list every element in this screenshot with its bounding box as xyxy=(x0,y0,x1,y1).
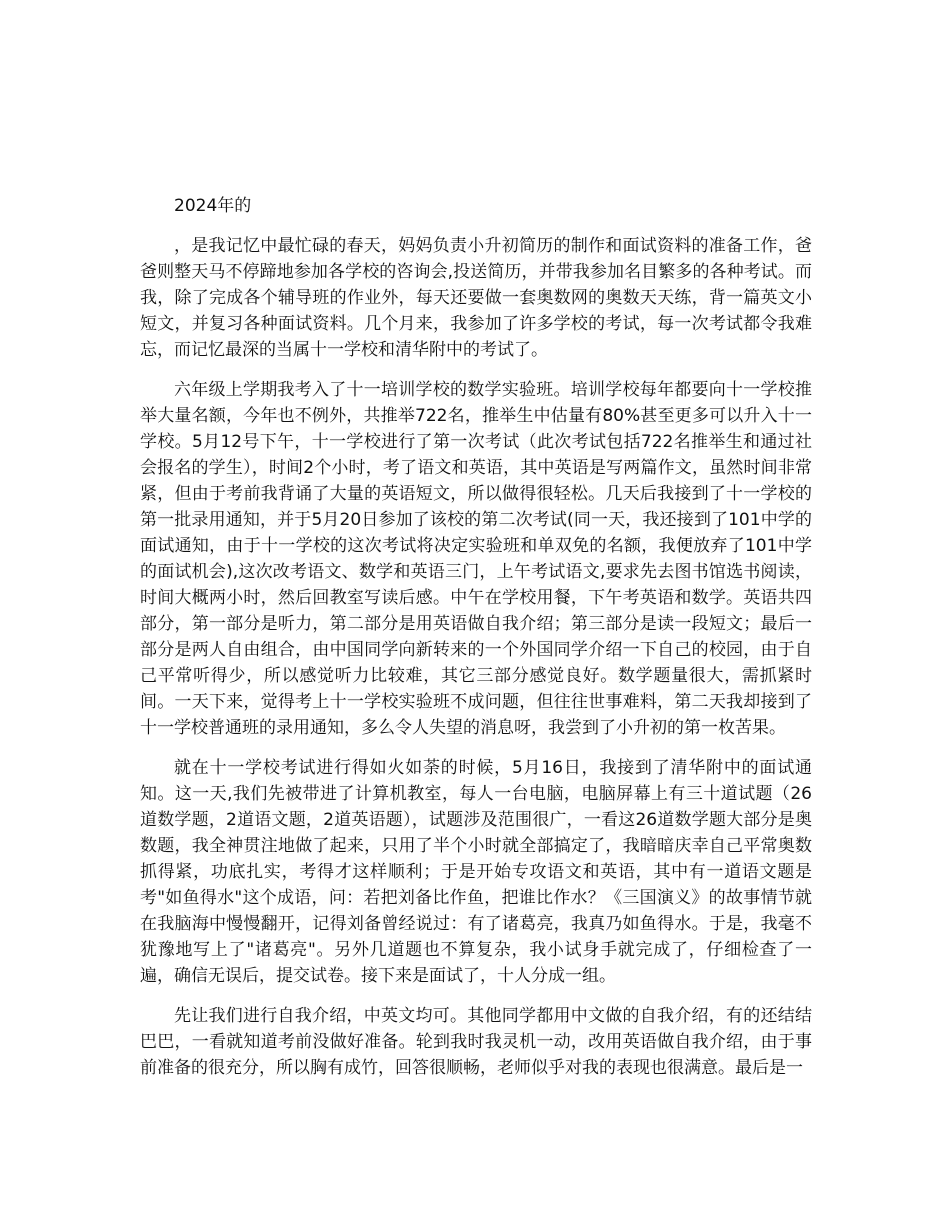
paragraph-4: 先让我们进行自我介绍，中英文均可。其他同学都用中文做的自我介绍，有的还结结巴巴，一看就知道考前没做好准备。轮到我时我灵机一动，改用英语做自我介绍，由于事前准备的很充分，所以胸有成竹，回答很顺畅，老师似乎对我的表现也很满意。最后是一 xyxy=(140,1006,812,1078)
paragraph-2: 六年级上学期我考入了十一培训学校的数学实验班。培训学校每年都要向十一学校推举大量名额，今年也不例外，共推举722名，推举生中估量有80%甚至更多可以升入十一学校。5月12号下午，十一学校进行了第一次考试（此次考试包括722名推举生和通过社会报名的学生），时间2个小时，考了语文和英语，其中英语是写两篇作文，虽然时间非常紧，但由于考前我背诵了大量的英语短文，所以做得很轻松。几天后我接到了十一学校的第一批录用通知，并于5月20日参加了该校的第二次考试(同一天，我还接到了101中学的面试通知，由于十一学校的这次考试将决定实验班和单双免的名额，我便放弃了101中学的面试机会),这次改考语文、数学和英语三门，上午考试语文,要求先去图书馆选书阅读，时间大概两小时，然后回教室写读后感。中午在学校用餐，下午考英语和数学。英语共四部分，第一部分是听力，第二部分是用英语做自我介绍；第三部分是读一段短文；最后一部分是两人自由组合，由中国同学向新转来的一个外国同学介绍一下自己的校园，由于自己平常听得少，所以感觉听力比较难，其它三部分感觉良好。数学题量很大，需抓紧时间。一天下来，觉得考上十一学校实验班不成问题，但往往世事难料，第二天我却接到了十一学校普通班的录用通知，多么令人失望的消息呀，我尝到了小升初的第一枚苦果。 xyxy=(140,380,812,738)
document-heading: 2024年的 xyxy=(174,196,252,216)
paragraph-3: 就在十一学校考试进行得如火如荼的时候，5月16日，我接到了清华附中的面试通知。这一天,我们先被带进了计算机教室，每人一台电脑，电脑屏幕上有三十道试题（26道数学题，2道语文题，2道英语题），试题涉及范围很广，一看这26道数学题大部分是奥数题，我全神贯注地做了起来，只用了半个小时就全部搞定了，我暗暗庆幸自己平常奥数抓得紧，功底扎实，考得才这样顺利；于是开始专攻语文和英语，其中有一道语文题是考"如鱼得水"这个成语，问：若把刘备比作鱼，把谁比作水？《三国演义》的故事情节就在我脑海中慢慢翻开，记得刘备曾经说过：有了诸葛亮，我真乃如鱼得水。于是，我毫不犹豫地写上了"诸葛亮"。另外几道题也不算复杂，我小试身手就完成了，仔细检查了一遍，确信无误后，提交试卷。接下来是面试了，十人分成一组。 xyxy=(140,758,812,986)
paragraph-1: ，是我记忆中最忙碌的春天，妈妈负责小升初简历的制作和面试资料的准备工作，爸爸则整天马不停蹄地参加各学校的咨询会,投送简历，并带我参加名目繁多的各种考试。而我，除了完成各个辅导班的作业外，每天还要做一套奥数网的奥数天天练，背一篇英文小短文，并复习各种面试资料。几个月来，我参加了许多学校的考试，每一次考试都令我难忘，而记忆最深的当属十一学校和清华附中的考试了。 xyxy=(140,236,812,360)
document-body xyxy=(140,193,812,1095)
